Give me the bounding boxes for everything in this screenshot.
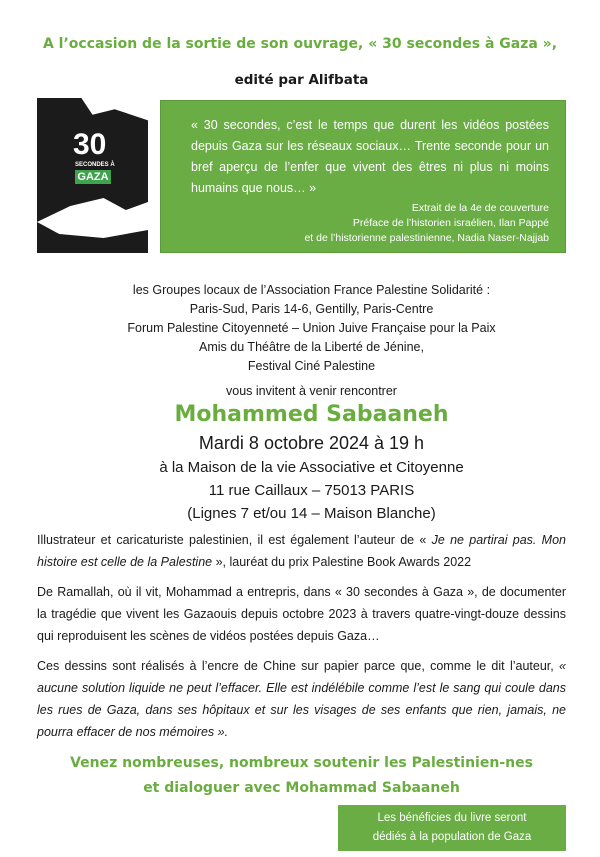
call-to-action [37, 751, 566, 801]
text: », lauréat du prix Palestine Book Awards 2022 [212, 555, 472, 569]
organizer-line: Paris-Sud, Paris 14-6, Gentilly, Paris-Centre [189, 302, 434, 316]
author-quote: « aucune solution liquide ne peut l’effacer. Elle est indélébile comme l’est le sang qui coule dans les rues de Gaza, dans ses hôpitaux et sur les visages de ses enfants que rien, jamais, ne pourra effacer de nos mémoires ». [37, 659, 566, 739]
quote-source [191, 201, 549, 246]
event-date: Mardi 8 octobre 2024 à 19 h [198, 433, 425, 453]
transport: (Lignes 7 et/ou 14 – Maison Blanche) [187, 505, 436, 522]
call-line: et dialoguer avec Mohammad Sabaaneh [143, 780, 460, 796]
cover-title: GAZA [75, 170, 111, 184]
organizer-line: les Groupes locaux de l’Association France Palestine Solidarité : [132, 283, 491, 297]
benefits-line: Les bénéficies du livre seront [377, 812, 527, 824]
text: Illustrateur et caricaturiste palestinien, il est également l’auteur de « [37, 533, 432, 547]
book-cover-image [37, 98, 148, 253]
technique-paragraph [37, 655, 566, 743]
benefits-box [338, 805, 566, 851]
organizer-line: Festival Ciné Palestine [247, 359, 376, 373]
intro-heading: A l’occasion de la sortie de son ouvrage, « 30 secondes à Gaza », [42, 36, 558, 52]
guest-name: Mohammed Sabaaneh [174, 402, 449, 427]
publisher-line: edité par Alifbata [234, 72, 369, 88]
source-line: Extrait de la 4e de couverture [411, 202, 549, 214]
cover-illustration [37, 198, 148, 238]
bio-paragraph [37, 529, 566, 573]
organizers-list [37, 281, 566, 376]
project-paragraph: De Ramallah, où il vit, Mohammad a entrepris, dans « 30 secondes à Gaza », de documenter la tragédie que vivent les Gazaouis depuis octobre 2023 à travers quatre-vingt-douze dessins qui reproduisent les scènes de vidéos postées depuis Gaza… [37, 585, 566, 643]
book-section [37, 98, 566, 253]
cover-number: 30 [73, 128, 107, 161]
quote-text: « 30 secondes, c’est le temps que durent les vidéos postées depuis Gaza sur les réseaux sociaux… Trente seconde pour un bref aperçu de l’enfer que vivent des êtres ni plus ni moins humains que nous… » [191, 118, 549, 195]
address: 11 rue Caillaux – 75013 PARIS [208, 482, 415, 499]
invite-text: vous invitent à venir rencontrer [226, 384, 397, 398]
organizer-line: Forum Palestine Citoyenneté – Union Juive Française pour la Paix [127, 321, 496, 335]
venue: à la Maison de la vie Associative et Citoyenne [159, 459, 464, 476]
book-title: Je ne partirai pas. Mon histoire est celle de la Palestine [37, 533, 566, 569]
quote-box [160, 100, 566, 253]
cover-subtitle: SECONDES À [75, 162, 115, 168]
organizer-line: Amis du Théâtre de la Liberté de Jénine, [199, 340, 424, 354]
source-line: Préface de l’historien israélien, Ilan Pappé [352, 217, 549, 229]
source-line: et de l’historienne palestinienne, Nadia Naser-Najjab [304, 232, 549, 244]
cover-illustration [37, 98, 148, 126]
call-line: Venez nombreuses, nombreux soutenir les Palestinien-nes [70, 755, 533, 771]
benefits-line: dédiés à la population de Gaza [372, 831, 532, 843]
event-location [37, 456, 566, 525]
text: Ces dessins sont réalisés à l’encre de Chine sur papier parce que, comme le dit l’auteur, [37, 659, 560, 673]
